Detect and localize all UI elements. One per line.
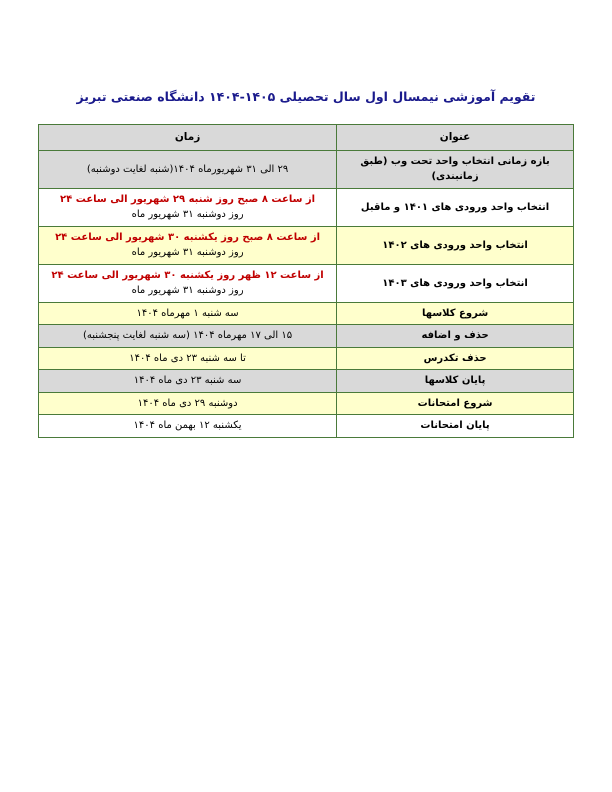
table-row — [39, 264, 574, 302]
row-time-secondary: روز دوشنبه ۳۱ شهریور ماه — [131, 209, 244, 221]
row-time-primary: سه شنبه ۱ مهرماه ۱۴۰۴ — [136, 307, 239, 319]
row-time-cell — [39, 347, 337, 370]
table-row — [39, 302, 574, 325]
row-time-primary: تا سه شنبه ۲۳ دی ماه ۱۴۰۴ — [129, 352, 246, 364]
row-time-primary: از ساعت ۸ صبح روز یکشنبه ۳۰ شهریور الی ساعت ۲۴ — [55, 231, 321, 243]
page-title: تقویم آموزشی نیمسال اول سال تحصیلی ۱۴۰۵-۱۴۰۴ دانشگاه صنعتی تبریز — [76, 89, 536, 104]
table-row — [39, 392, 574, 415]
row-time-cell — [39, 188, 337, 226]
table-row — [39, 370, 574, 393]
table-row — [39, 415, 574, 438]
row-title-cell: انتخاب واحد ورودی های ۱۴۰۱ و ماقبل — [337, 188, 574, 226]
row-title-cell: انتخاب واحد ورودی های ۱۴۰۳ — [337, 264, 574, 302]
column-header-title: عنوان — [337, 124, 574, 150]
row-time-primary: از ساعت ۱۲ ظهر روز یکشنبه ۳۰ شهریور الی ساعت ۲۴ — [51, 269, 324, 281]
academic-calendar-table — [38, 124, 574, 438]
table-row — [39, 325, 574, 348]
row-time-primary: دوشنبه ۲۹ دی ماه ۱۴۰۴ — [137, 397, 238, 409]
column-header-time: زمان — [39, 124, 337, 150]
row-time-cell — [39, 392, 337, 415]
table-header-row — [39, 124, 574, 150]
row-time-cell — [39, 415, 337, 438]
row-title-cell: پایان امتحانات — [337, 415, 574, 438]
row-time-primary: ۲۹ الی ۳۱ شهریورماه ۱۴۰۴(شنبه لغایت دوشنبه) — [86, 163, 289, 175]
table-row — [39, 226, 574, 264]
row-title-cell: بازه زمانی انتخاب واحد تحت وب (طبق زمانبندی) — [337, 150, 574, 188]
row-title-cell: شروع کلاسها — [337, 302, 574, 325]
row-time-primary: ۱۵ الی ۱۷ مهرماه ۱۴۰۴ (سه شنبه لغایت پنجشنبه) — [82, 330, 293, 342]
table-header — [39, 124, 574, 150]
row-time-cell — [39, 302, 337, 325]
row-title-cell: انتخاب واحد ورودی های ۱۴۰۲ — [337, 226, 574, 264]
table-row — [39, 150, 574, 188]
row-time-secondary: روز دوشنبه ۳۱ شهریور ماه — [131, 285, 244, 297]
row-time-primary: سه شنبه ۲۳ دی ماه ۱۴۰۴ — [133, 375, 242, 387]
row-time-cell — [39, 325, 337, 348]
row-time-primary: از ساعت ۸ صبح روز شنبه ۲۹ شهریور الی ساعت ۲۴ — [60, 193, 316, 205]
row-title-cell: حذف تکدرس — [337, 347, 574, 370]
table-body — [39, 150, 574, 437]
row-title-cell: شروع امتحانات — [337, 392, 574, 415]
row-title-cell: پایان کلاسها — [337, 370, 574, 393]
table-row — [39, 347, 574, 370]
row-time-cell — [39, 150, 337, 188]
row-time-cell — [39, 370, 337, 393]
row-time-secondary: روز دوشنبه ۳۱ شهریور ماه — [131, 247, 244, 259]
row-time-primary: یکشنبه ۱۲ بهمن ماه ۱۴۰۴ — [133, 420, 242, 432]
table-row — [39, 188, 574, 226]
row-time-cell — [39, 264, 337, 302]
row-title-cell: حذف و اضافه — [337, 325, 574, 348]
academic-calendar-table-wrapper — [0, 107, 612, 438]
row-time-cell — [39, 226, 337, 264]
